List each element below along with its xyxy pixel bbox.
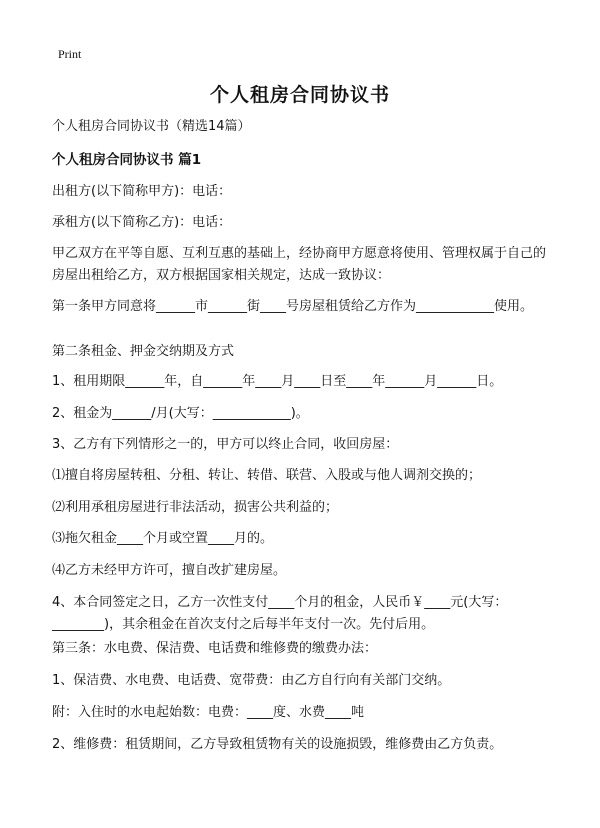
paragraph-article-1: 第一条甲方同意将______市______街____号房屋租赁给乙方作为____________使用。 <box>52 299 534 314</box>
document-subtitle: 个人租房合同协议书（精选14篇） <box>52 119 251 134</box>
paragraph-lessee: 承租方(以下简称乙方)：电话： <box>52 215 232 230</box>
print-link[interactable]: Print <box>58 47 82 61</box>
paragraph-clause-2: ⑵利用承租房屋进行非法活动，损害公共利益的； <box>52 500 339 515</box>
paragraph-rent: 2、租金为______/月(大写：____________)。 <box>52 406 309 421</box>
paragraph-termination: 3、乙方有下列情形之一的，甲方可以终止合同，收回房屋： <box>52 437 399 452</box>
section-heading: 个人租房合同协议书 篇1 <box>52 152 202 168</box>
paragraph-clause-3: ⑶拖欠租金____个月或空置____月的。 <box>52 531 274 546</box>
paragraph-agreement-intro: 甲乙双方在平等自愿、互利互惠的基础上，经协商甲方愿意将使用、管理权属于自己的房屋出租给乙方，双方根据国家相关规定，达成一致协议： <box>52 246 547 283</box>
paragraph-article-2-heading: 第二条租金、押金交纳期及方式 <box>52 344 235 359</box>
paragraph-maintenance: 2、维修费：租赁期间，乙方导致租赁物有关的设施损毁，维修费由乙方负责。 <box>52 737 503 752</box>
paragraph-lease-term: 1、租用期限______年，自______年____月____日至____年______月______日。 <box>52 374 503 389</box>
paragraph-utility-fees: 1、保洁费、水电费、电话费、宽带费：由乙方自行向有关部门交纳。 <box>52 673 451 688</box>
paragraph-clause-1: ⑴擅自将房屋转租、分租、转让、转借、联营、入股或与他人调剂交换的； <box>52 468 482 483</box>
paragraph-payment: 4、本合同签定之日，乙方一次性支付____个月的租金，人民币￥____元(大写：________)，其余租金在首次支付之后每半年支付一次。先付后用。 <box>52 595 508 632</box>
paragraph-meter-readings: 附：入住时的水电起始数：电费：____度、水费____吨 <box>52 705 365 720</box>
page-title: 个人租房合同协议书 <box>209 84 390 106</box>
paragraph-article-3-heading: 第三条：水电费、保洁费、电话费和维修费的缴费办法： <box>52 641 378 656</box>
paragraph-clause-4: ⑷乙方未经甲方许可，擅自改扩建房屋。 <box>52 563 287 578</box>
paragraph-lessor: 出租方(以下简称甲方)：电话： <box>52 184 232 199</box>
